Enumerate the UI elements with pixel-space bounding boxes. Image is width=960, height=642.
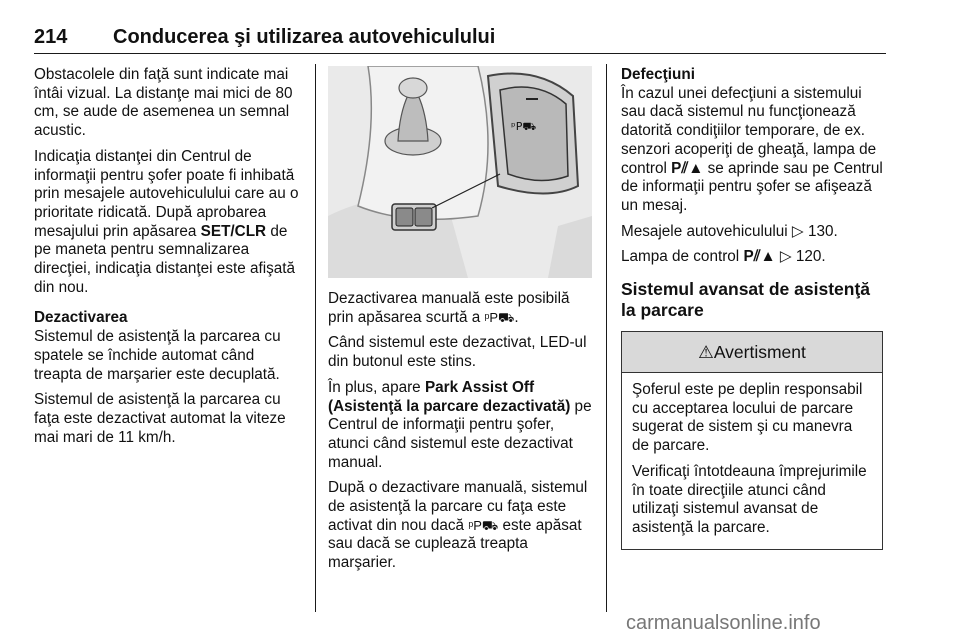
paragraph-vehicle-messages-ref: Mesajele autovehiculului ▷ 130. (621, 222, 838, 240)
arrow-icon: ▷ (791, 222, 804, 240)
set-clr-label: SET/CLR (200, 222, 267, 240)
warning-paragraph-2: Verificaţi întotdeauna împrejurimile în toate direcţiile atunci când utilizaţi sistemul avansat de asistenţă la parcare. (632, 462, 867, 536)
warning-header (622, 332, 882, 373)
header-rule (34, 53, 886, 54)
paragraph-faults: În cazul unei defecţiuni a sistemului sau dacă sistemul nu funcţionează datorită condiţiilor temporare, de ex. senzori acoperiţi de gheaţă, lampa de control P⫽▲ se aprinde sau pe Centrul de informaţii pentru şofer se afişează un mesaj. (621, 84, 883, 214)
warning-icon: ⚠ (698, 341, 714, 362)
warning-body (622, 373, 882, 549)
heading-faults: Defecţiuni (621, 66, 695, 83)
park-assist-button-icon: ᵖP⛟ (484, 309, 515, 325)
paragraph-obstacles: Obstacolele din faţă sunt indicate mai întâi vizual. La distanţe mai mici de 80 cm, se aude de asemenea un semnal acustic. (34, 66, 293, 140)
park-assist-button-icon: ᵖP⛟ (468, 517, 499, 533)
paragraph-park-assist-off: În plus, apare Park Assist Off (Asistenţă la parcare dezactivată) pe Centrul de informaţii pentru şofer, atunci când sistemul este dezactivat manual. (328, 378, 592, 471)
column-3 (621, 66, 887, 550)
column-divider-2 (606, 64, 607, 612)
arrow-icon: ▷ (779, 248, 792, 266)
paragraph-manual-deactivation: Dezactivarea manuală este posibilă prin apăsarea scurtă a ᵖP⛟. (328, 290, 570, 326)
park-assist-lamp-icon: P⫽▲ (671, 159, 704, 177)
paragraph-reactivation: După o dezactivare manuală, sistemul de asistenţă la parcare cu faţa este activat din nou dacă ᵖP⛟ este apăsat sau dacă se cuplează treapta marşarier. (328, 479, 588, 572)
column-divider-1 (315, 64, 316, 612)
paragraph-control-lamp-ref: Lampa de control P⫽▲ ▷ 120. (621, 248, 826, 266)
paragraph-led: Când sistemul este dezactivat, LED-ul din butonul este stins. (328, 334, 587, 371)
page-number: 214 (34, 26, 68, 48)
page-reference-link[interactable]: 120. (795, 248, 826, 266)
watermark: carmanualsonline.info (626, 612, 821, 634)
warning-paragraph-1: Şoferul este pe deplin responsabil cu acceptarea locului de parcare sugerat de sistem şi cu manevra de parcare. (632, 381, 863, 455)
paragraph-front-deactivation: Sistemul de asistenţă la parcarea cu faţa este dezactivat automat la viteze mai mari de 11 km/h. (34, 391, 286, 446)
warning-box (621, 331, 883, 550)
paragraph-rear-deactivation: Sistemul de asistenţă la parcarea cu spatele se închide automat când treapta de marşarier este decuplată. (34, 328, 281, 383)
heading-deactivation: Dezactivarea (34, 309, 128, 327)
park-assist-off-label: Park Assist Off (Asistenţă la parcare dezactivată) (328, 378, 571, 415)
column-2 (328, 66, 594, 580)
park-assist-lamp-icon: P⫽▲ (743, 248, 776, 266)
column-1 (34, 66, 306, 454)
warning-title: Avertisment (713, 341, 806, 362)
svg-text:ᵖP⛟: ᵖP⛟ (511, 120, 537, 133)
section-heading-advanced-park-assist: Sistemul avansat de asistenţă la parcare (621, 279, 870, 321)
page-title: Conducerea şi utilizarea autovehiculului (113, 26, 496, 48)
page-reference-link[interactable]: 130. (807, 222, 838, 240)
console-illustration (328, 66, 592, 278)
paragraph-distance-display: Indicaţia distanţei din Centrul de informaţii pentru şofer poate fi inhibată prin mesajele autovehiculului care au o prioritate ridicată. După aprobarea mesajului prin apăsarea SET/CLR de pe maneta pentru semnalizarea direcţiei, indicaţia distanţei este afişată din nou. (34, 147, 299, 296)
